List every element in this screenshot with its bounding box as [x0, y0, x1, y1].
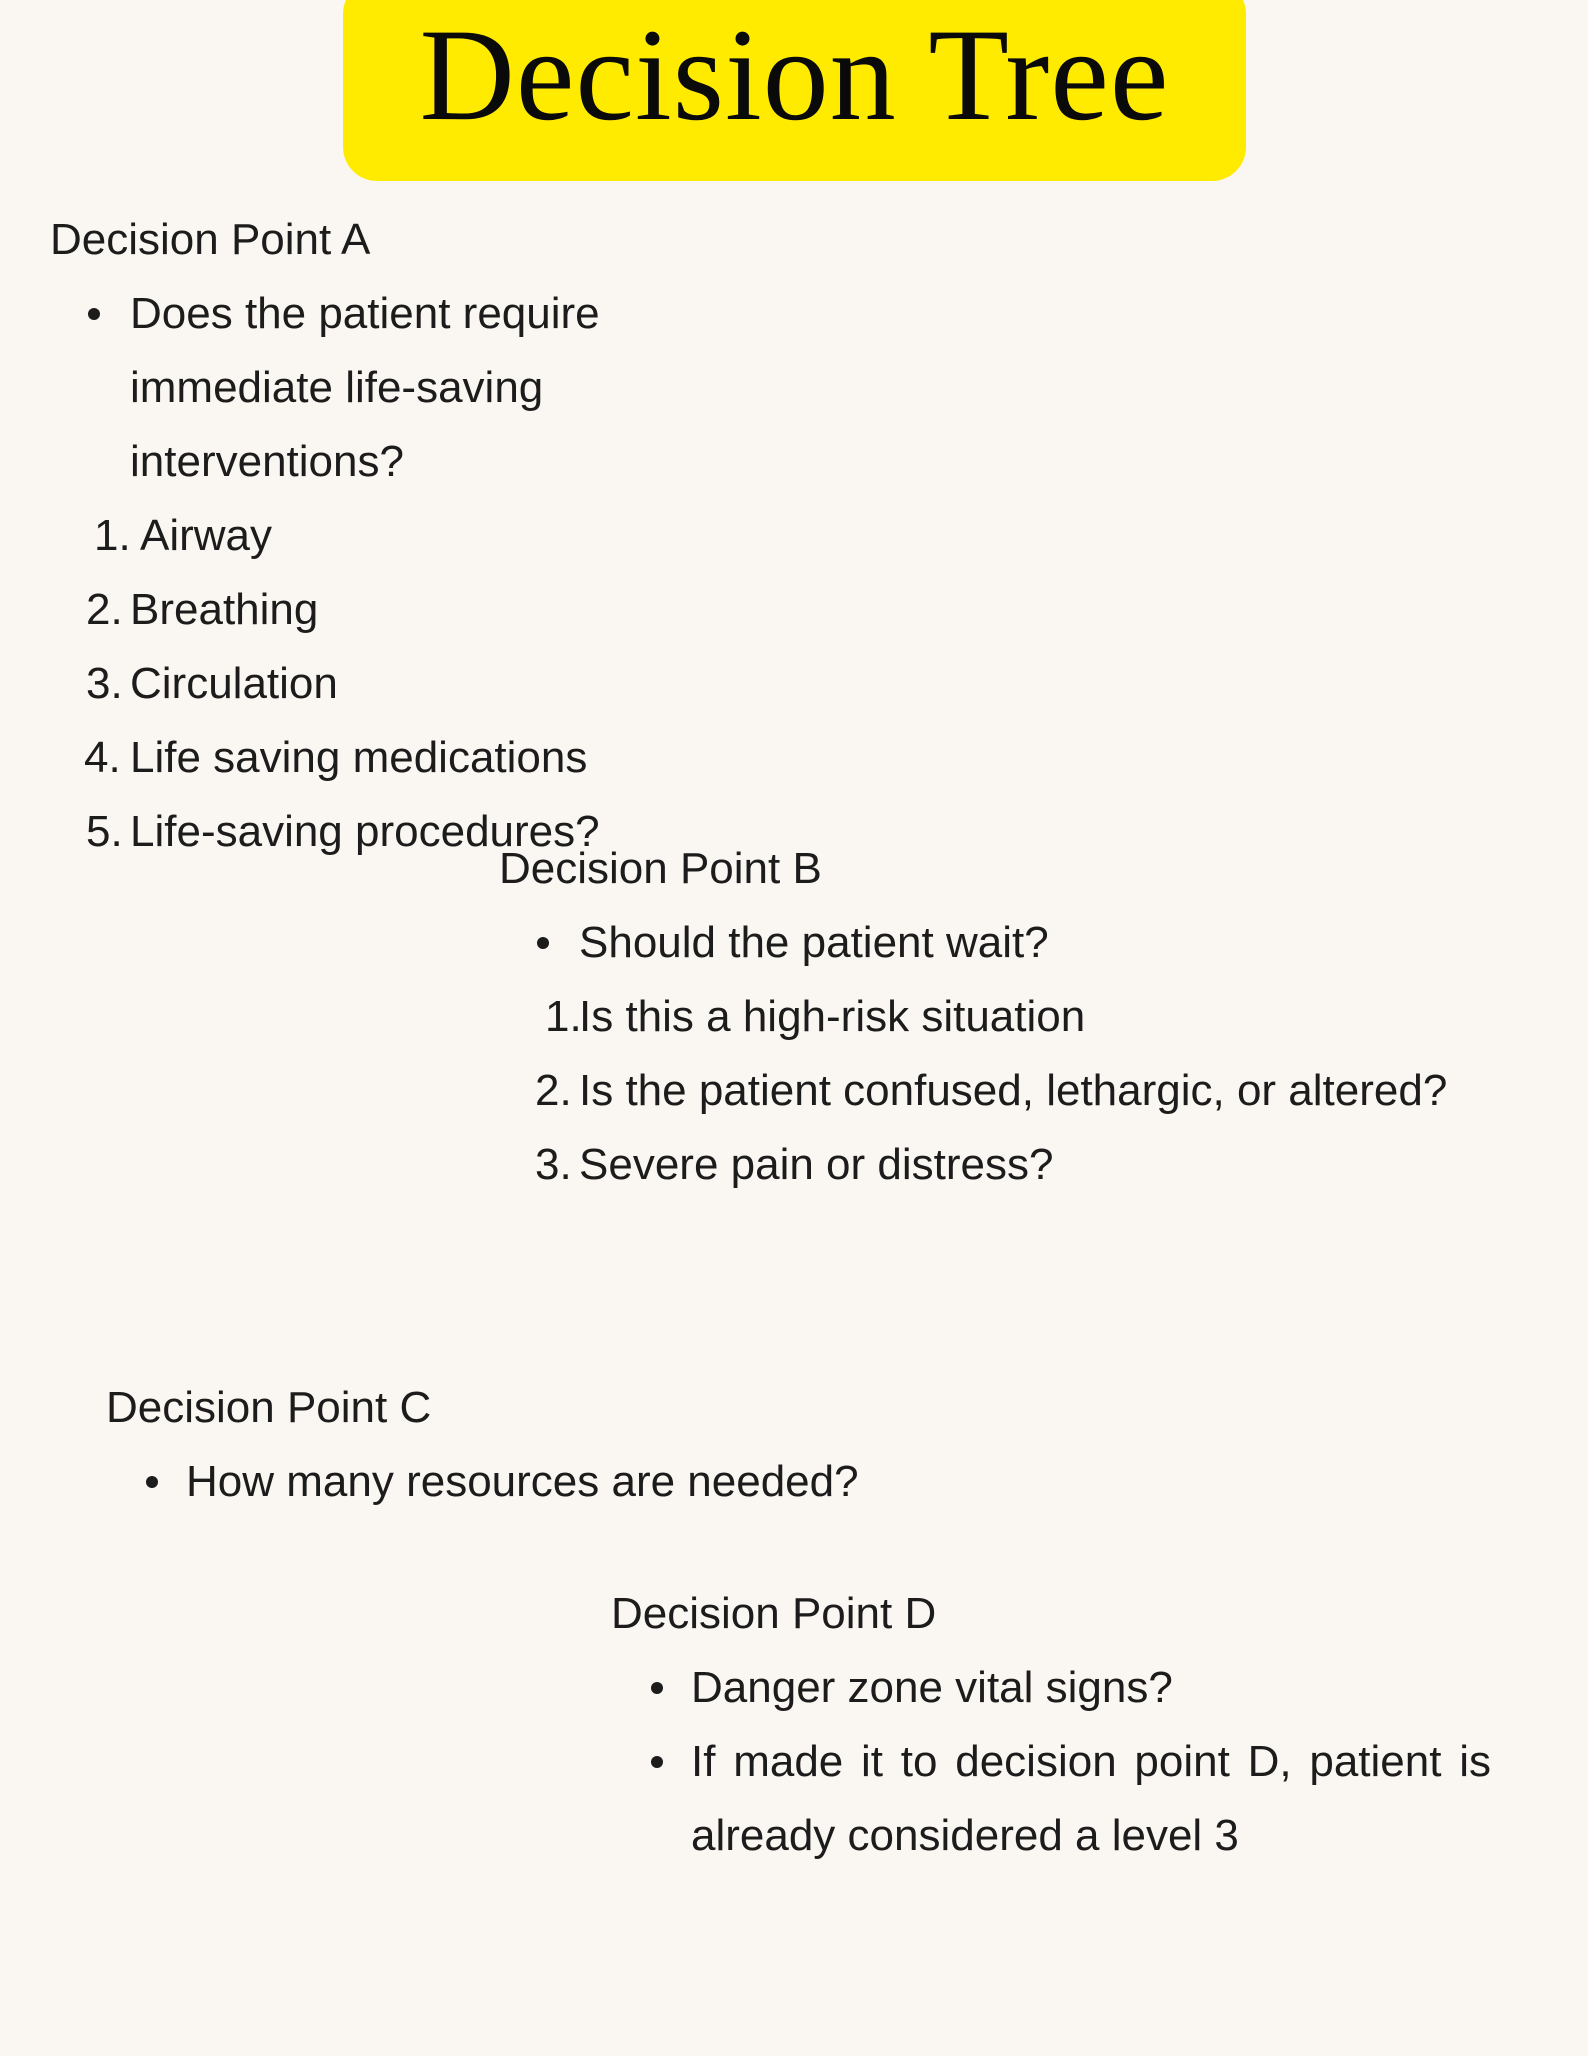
decision-point-heading: Decision Point C — [106, 1383, 432, 1432]
item-number: 2. — [86, 585, 123, 634]
decision-point-b — [499, 832, 1515, 1202]
item-number: 3. — [86, 659, 123, 708]
item-number: 3. — [535, 1140, 572, 1189]
item-text: Severe pain or distress? — [579, 1140, 1054, 1189]
page-title: Decision Tree — [419, 1, 1170, 148]
numbered-item — [499, 1054, 1515, 1128]
item-number: 5. — [86, 807, 123, 856]
bullet-item — [50, 277, 1050, 499]
numbered-item — [50, 647, 1050, 721]
item-text: Is the patient confused, lethargic, or altered? — [579, 1066, 1448, 1115]
bullet-item — [611, 1725, 1491, 1873]
item-text: Is this a high-risk situation — [579, 992, 1086, 1041]
decision-point-a — [50, 203, 1050, 869]
bullet-text: Should the patient wait? — [579, 918, 1049, 967]
bullet-item — [106, 1445, 1106, 1519]
item-text: Airway — [140, 511, 273, 560]
item-text: Life saving medications — [130, 733, 588, 782]
bullet-text: How many resources are needed? — [186, 1457, 859, 1506]
item-number: 1. — [94, 511, 131, 560]
decision-point-d — [611, 1577, 1491, 1873]
decision-point-heading: Decision Point D — [611, 1589, 937, 1638]
bullet-text: Does the patient require immediate life-saving interventions? — [130, 289, 600, 486]
item-number: 4. — [84, 733, 121, 782]
numbered-item — [499, 1128, 1515, 1202]
decision-point-heading: Decision Point B — [499, 844, 822, 893]
item-text: Circulation — [130, 659, 338, 708]
bullet-text: If made it to decision point D, patient is already considered a level 3 — [691, 1737, 1491, 1860]
numbered-item — [50, 499, 1050, 573]
item-number: 1. — [545, 992, 582, 1041]
item-text: Life-saving procedures? — [130, 807, 600, 856]
decision-point-c — [106, 1371, 1106, 1519]
numbered-item — [50, 721, 1050, 795]
numbered-item — [50, 573, 1050, 647]
item-text: Breathing — [130, 585, 319, 634]
numbered-item — [499, 980, 1515, 1054]
decision-point-heading: Decision Point A — [50, 215, 371, 264]
bullet-text: Danger zone vital signs? — [691, 1663, 1173, 1712]
item-number: 2. — [535, 1066, 572, 1115]
bullet-item — [499, 906, 1515, 980]
bullet-item — [611, 1651, 1491, 1725]
